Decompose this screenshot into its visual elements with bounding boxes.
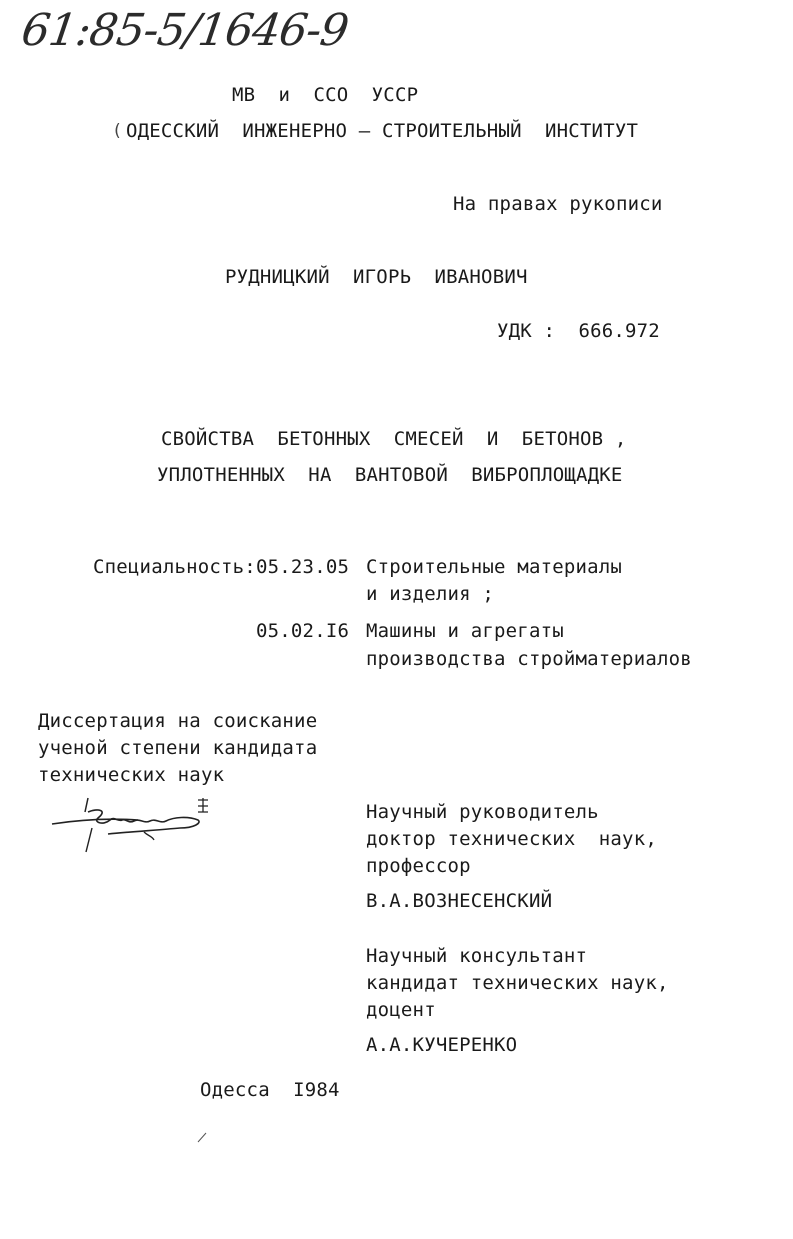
consultant-name: А.А.КУЧЕРЕНКО <box>366 1034 518 1056</box>
handwritten-archive-number: 61:85-5/1646-9 <box>18 5 351 56</box>
udc-code: УДК : 666.972 <box>497 320 660 342</box>
specialty-name-1-line-2: и изделия ; <box>366 583 495 605</box>
specialty-label: Специальность: <box>93 556 256 578</box>
specialty-code-1: 05.23.05 <box>256 556 350 578</box>
consultant-role: Научный консультант <box>366 945 588 967</box>
institute-header: ОДЕССКИЙ ИНЖЕНЕРНО – СТРОИТЕЛЬНЫЙ ИНСТИТУТ <box>126 120 639 142</box>
consultant-title: доцент <box>366 999 436 1021</box>
supervisor-title: профессор <box>366 855 471 877</box>
stray-bracket-mark: ( <box>112 121 123 141</box>
supervisor-name: В.А.ВОЗНЕСЕНСКИЙ <box>366 890 553 912</box>
consultant-degree: кандидат технических наук, <box>366 972 669 994</box>
ministry-header: МВ и ССО УССР <box>232 84 419 106</box>
dissertation-note-line-3: технических наук <box>38 764 225 786</box>
dissertation-title-line-1: СВОЙСТВА БЕТОННЫХ СМЕСЕЙ И БЕТОНОВ , <box>161 428 627 450</box>
specialty-name-2-line-2: производства стройматериалов <box>366 648 692 670</box>
dissertation-note-line-2: ученой степени кандидата <box>38 737 318 759</box>
specialty-name-1-line-1: Строительные материалы <box>366 556 623 578</box>
supervisor-role: Научный руководитель <box>366 801 599 823</box>
place-and-year: Одесса I984 <box>200 1079 340 1101</box>
specialty-name-2-line-1: Машины и агрегаты <box>366 620 564 642</box>
dissertation-title-line-2: УПЛОТНЕННЫХ НА ВАНТОВОЙ ВИБРОПЛОЩАДКЕ <box>157 464 623 486</box>
author-name: РУДНИЦКИЙ ИГОРЬ ИВАНОВИЧ <box>225 266 528 288</box>
stray-pen-mark <box>196 1130 210 1144</box>
manuscript-rights-note: На правах рукописи <box>453 193 663 215</box>
dissertation-note-line-1: Диссертация на соискание <box>38 710 318 732</box>
author-signature <box>48 790 218 860</box>
supervisor-degree: доктор технических наук, <box>366 828 657 850</box>
specialty-code-2: 05.02.I6 <box>256 620 350 642</box>
